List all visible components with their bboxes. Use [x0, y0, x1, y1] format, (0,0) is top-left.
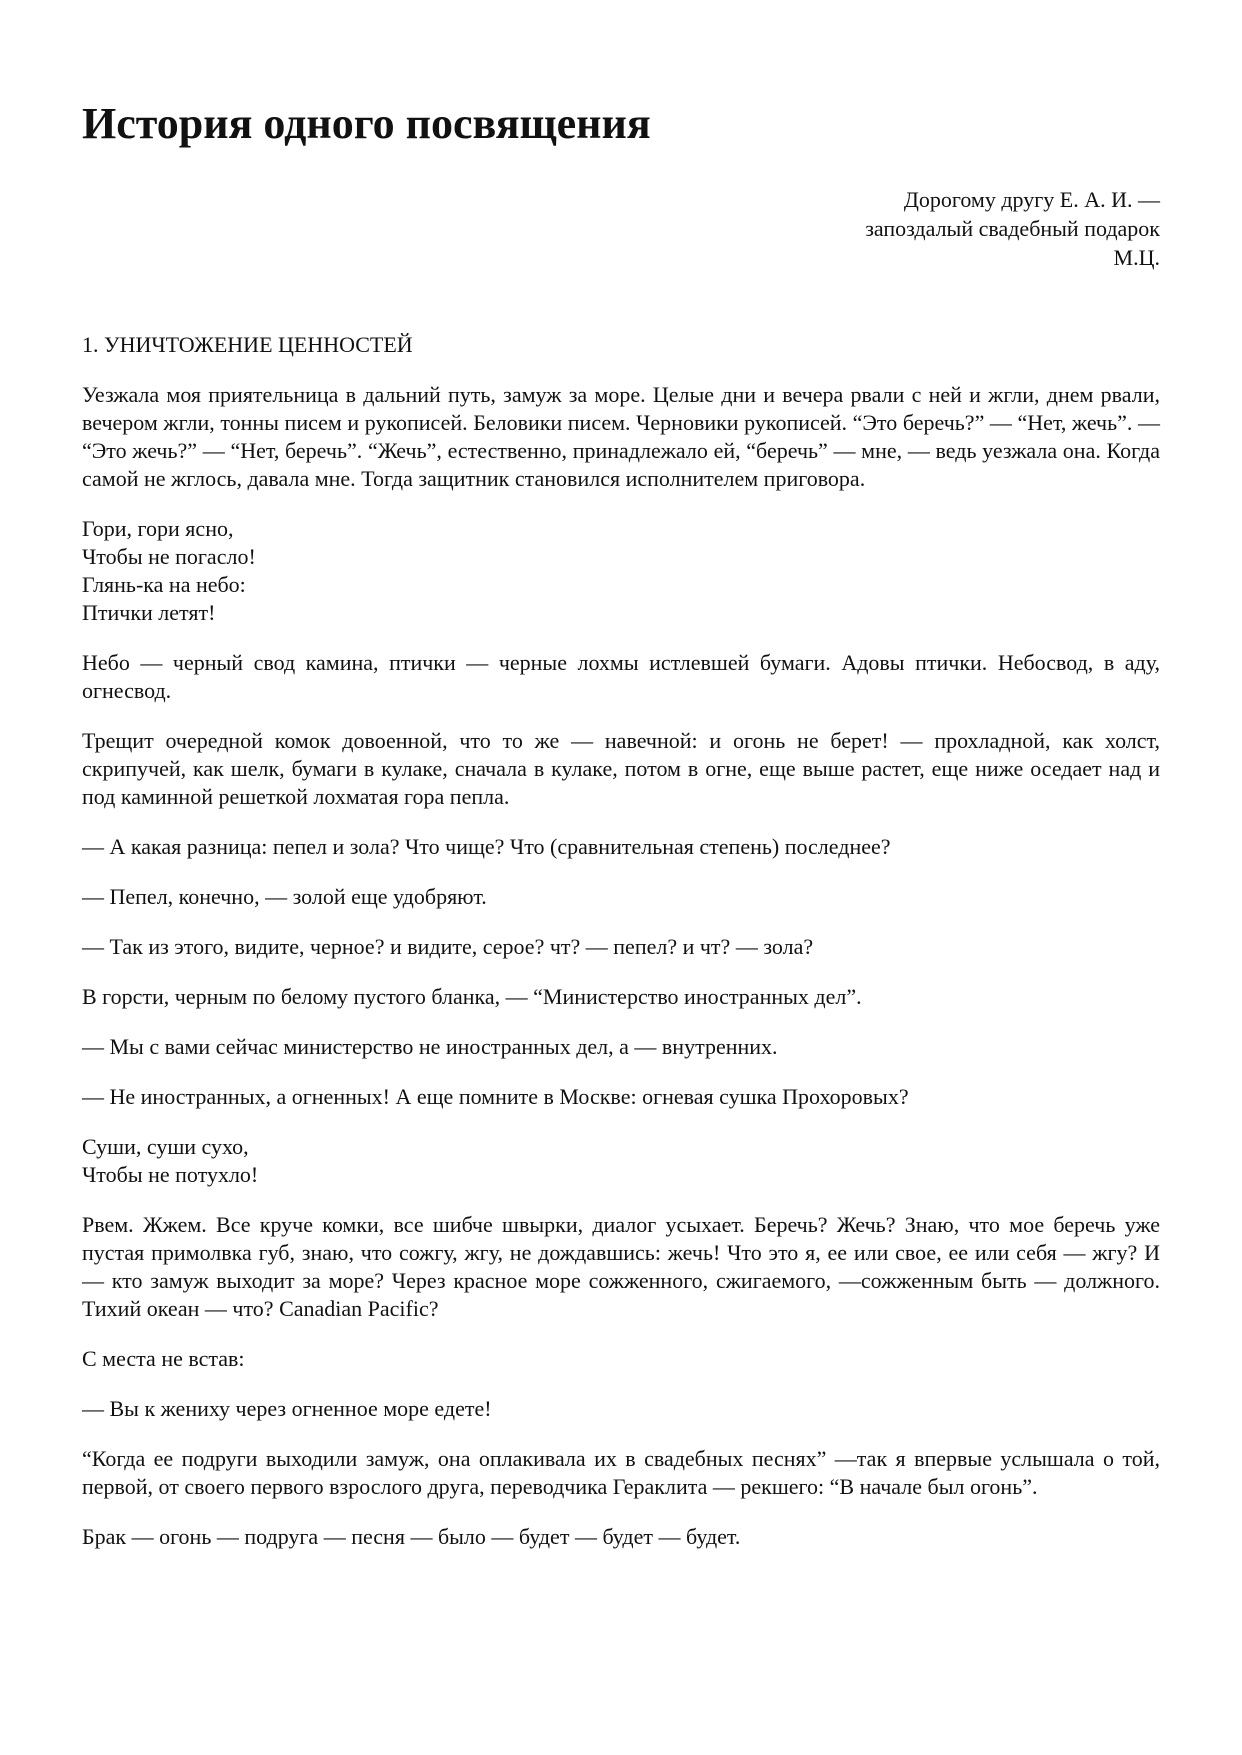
paragraph: Рвем. Жжем. Все круче комки, все шибче швырки, диалог усыхает. Беречь? Жечь? Знаю, что мое беречь уже пустая примолвка губ, знаю, что сожгу, жгу, не дождавшись: жечь! Что это я, ее или свое, ее или себя — жгу? И — кто замуж выходит за море? Через красное море сожженного, сжигаемого, —сожженным быть — должного. Тихий океан — что? Canadian Pacific? [82, 1211, 1160, 1321]
dedication-line: запоздалый свадебный подарок [865, 215, 1160, 241]
section-heading: 1. УНИЧТОЖЕНИЕ ЦЕННОСТЕЙ [82, 331, 413, 357]
dedication-line: Дорогому другу Е. А. И. — [903, 186, 1160, 212]
paragraph: В горсти, черным по белому пустого бланка, — “Министерство иностранных дел”. [82, 983, 862, 1009]
verse [82, 515, 1160, 627]
page-title: История одного посвящения [82, 99, 651, 148]
dialogue-line: — А какая разница: пепел и зола? Что чище? Что (сравнительная степень) последнее? [82, 833, 891, 859]
paragraph: Небо — черный свод камина, птички — черные лохмы истлевшей бумаги. Адовы птички. Небосвод, в аду, огнесвод. [82, 649, 1160, 703]
paragraph: “Когда ее подруги выходили замуж, она оплакивала их в свадебных песнях” —так я впервые услышала о той, первой, от своего первого взрослого друга, переводчика Гераклита — рекшего: “В начале был огонь”. [82, 1445, 1160, 1499]
verse [82, 1133, 1160, 1189]
dedication [82, 185, 1160, 272]
dialogue-line: — Так из этого, видите, черное? и видите, серое? чт? — пепел? и чт? — зола? [82, 933, 814, 959]
verse-line: Суши, суши сухо, [82, 1133, 249, 1159]
paragraph: С места не встав: [82, 1345, 245, 1371]
verse-line: Птички летят! [82, 599, 216, 625]
body-text [82, 381, 1160, 1551]
dialogue-line: — Мы с вами сейчас министерство не иностранных дел, а — внутренних. [82, 1033, 778, 1059]
verse-line: Глянь-ка на небо: [82, 571, 246, 597]
verse-line: Гори, гори ясно, [82, 515, 234, 541]
verse-line: Чтобы не погасло! [82, 543, 256, 569]
paragraph: Уезжала моя приятельница в дальний путь, замуж за море. Целые дни и вечера рвали с ней и жгли, днем рвали, вечером жгли, тонны писем и рукописей. Беловики писем. Черновики рукописей. “Это беречь?” — “Нет, жечь”. — “Это жечь?” — “Нет, беречь”. “Жечь”, естественно, принадлежало ей, “беречь” — мне, — ведь уезжала она. Когда самой не жглось, давала мне. Тогда защитник становился исполнителем приговора. [82, 381, 1160, 491]
dialogue-line: — Не иностранных, а огненных! А еще помните в Москве: огневая сушка Прохоровых? [82, 1083, 909, 1109]
dialogue-line: — Пепел, конечно, — золой еще удобряют. [82, 883, 487, 909]
dedication-signature: М.Ц. [1113, 244, 1160, 270]
paragraph: Брак — огонь — подруга — песня — было — будет — будет — будет. [82, 1523, 741, 1549]
verse-line: Чтобы не потухло! [82, 1161, 259, 1187]
paragraph: Трещит очередной комок довоенной, что то же — навечной: и огонь не берет! — прохладной, как холст, скрипучей, как шелк, бумаги в кулаке, сначала в кулаке, потом в огне, еще выше растет, еще ниже оседает над и под каминной решеткой лохматая гора пепла. [82, 727, 1160, 809]
dialogue-line: — Вы к жениху через огненное море едете! [82, 1395, 492, 1421]
